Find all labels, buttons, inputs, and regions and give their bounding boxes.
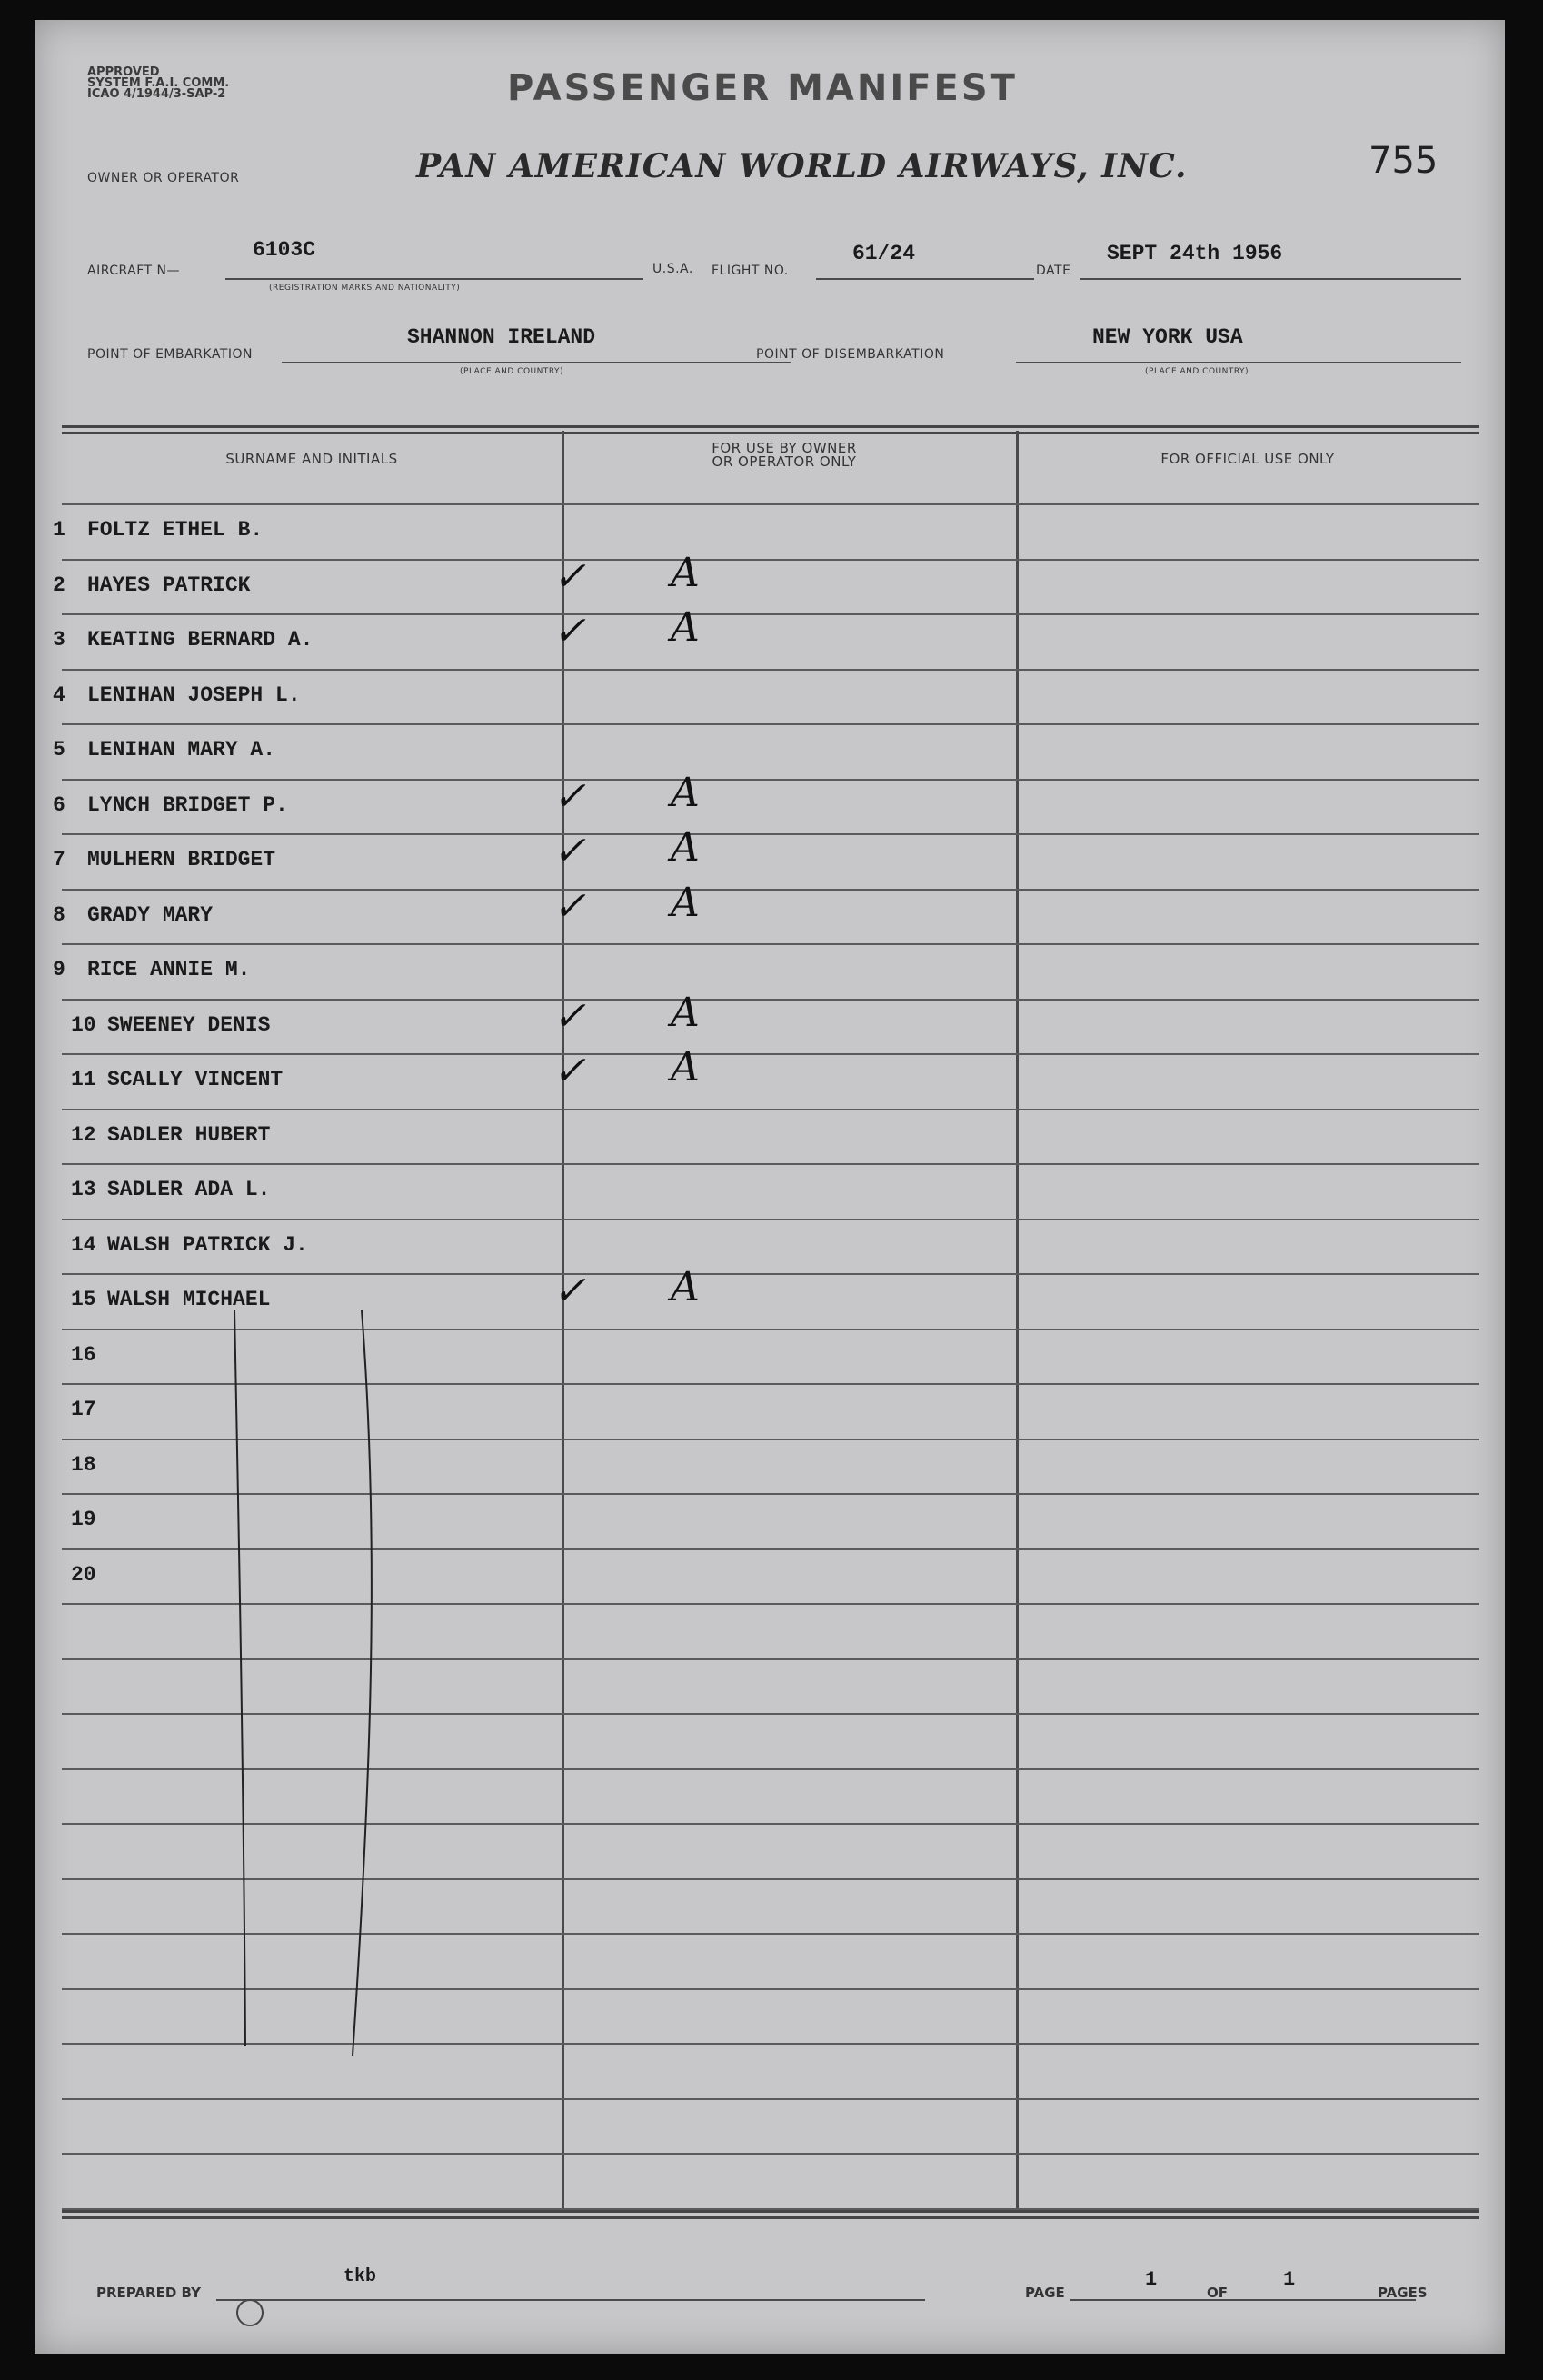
table-row: [35, 1044, 1505, 1104]
row-number: 2: [53, 573, 65, 597]
check-mark: ✓: [552, 553, 586, 600]
handwritten-strokes: [216, 1310, 398, 2065]
row-number: 1: [53, 518, 65, 542]
table-bottom-rule: [62, 2210, 1479, 2219]
table-row: [35, 1233, 1505, 1270]
status-mark: A: [671, 604, 700, 651]
check-mark: ✓: [552, 993, 586, 1040]
embarkation-value: SHANNON IRELAND: [407, 325, 596, 349]
row-number: 18: [71, 1453, 96, 1477]
flight-value: 61/24: [852, 242, 916, 265]
usa-label: U.S.A.: [652, 262, 693, 276]
prepared-by-line: [216, 2299, 925, 2301]
check-mark: ✓: [552, 1048, 586, 1094]
ruled-line: [62, 559, 1479, 561]
table-row: [35, 990, 1505, 1050]
table-row: [35, 604, 1505, 664]
row-number: 20: [71, 1563, 96, 1587]
date-line: [1080, 278, 1461, 280]
passenger-name: SCALLY VINCENT: [107, 1068, 284, 1091]
passenger-name: WALSH MICHAEL: [107, 1288, 271, 1311]
passenger-name: WALSH PATRICK J.: [107, 1233, 308, 1257]
check-mark: ✓: [552, 608, 586, 654]
place-note-left: (PLACE AND COUNTRY): [460, 367, 564, 376]
approval-stamp: APPROVED SYSTEM F.A.I. COMM. ICAO 4/1944/3-SAP-2: [87, 65, 230, 101]
of-label: OF: [1207, 2285, 1228, 2301]
aircraft-value: 6103C: [253, 238, 316, 262]
check-mark: ✓: [552, 883, 586, 930]
embarkation-label: POINT OF EMBARKATION: [87, 347, 254, 362]
table-row: [35, 1123, 1505, 1160]
check-mark: ✓: [552, 828, 586, 874]
date-label: DATE: [1036, 264, 1071, 278]
prepared-by-value: tkb: [343, 2266, 377, 2287]
ruled-line: [62, 723, 1479, 725]
col-official-header: FOR OFFICIAL USE ONLY: [1160, 451, 1335, 467]
table-row: [35, 770, 1505, 830]
passenger-name: LYNCH BRIDGET P.: [87, 793, 288, 817]
table-row: [35, 1178, 1505, 1214]
ruled-line: [62, 833, 1479, 835]
table-row: [35, 518, 1505, 554]
passenger-name: SADLER HUBERT: [107, 1123, 271, 1147]
date-value: SEPT 24th 1956: [1107, 242, 1283, 265]
row-number: 6: [53, 793, 65, 817]
check-mark: ✓: [552, 773, 586, 820]
aircraft-label: AIRCRAFT N—: [87, 264, 181, 278]
ruled-line: [62, 503, 1479, 505]
ruled-line: [62, 943, 1479, 945]
passenger-name: SADLER ADA L.: [107, 1178, 271, 1201]
table-row: [35, 683, 1505, 720]
place-note-right: (PLACE AND COUNTRY): [1145, 367, 1249, 376]
status-mark: A: [671, 880, 700, 926]
pages-label: PAGES: [1378, 2285, 1428, 2301]
ruled-line: [62, 1109, 1479, 1110]
col-surname-header: SURNAME AND INITIALS: [225, 451, 398, 467]
disembarkation-line: [1016, 362, 1461, 363]
page-number: 755: [1369, 140, 1438, 182]
page-value: 1: [1145, 2268, 1158, 2291]
passenger-name: HAYES PATRICK: [87, 573, 251, 597]
row-number: 13: [71, 1178, 96, 1201]
row-number: 10: [71, 1013, 96, 1037]
row-number: 17: [71, 1398, 96, 1421]
passenger-name: LENIHAN JOSEPH L.: [87, 683, 301, 707]
ruled-line: [62, 2098, 1479, 2100]
passenger-name: SWEENEY DENIS: [107, 1013, 271, 1037]
row-number: 19: [71, 1508, 96, 1531]
table-row: [35, 958, 1505, 994]
status-mark: A: [671, 1264, 700, 1310]
flight-label: FLIGHT NO.: [712, 264, 789, 278]
table-row: [35, 880, 1505, 940]
disembarkation-value: NEW YORK USA: [1092, 325, 1243, 349]
row-number: 16: [71, 1343, 96, 1367]
row-number: 7: [53, 848, 65, 871]
flight-line: [816, 278, 1034, 280]
row-number: 4: [53, 683, 65, 707]
ruled-line: [62, 613, 1479, 615]
disembarkation-label: POINT OF DISEMBARKATION: [756, 347, 945, 362]
table-row: [35, 824, 1505, 884]
status-mark: A: [671, 1044, 700, 1090]
registration-note: (REGISTRATION MARKS AND NATIONALITY): [269, 284, 461, 293]
table-top-rule: [62, 425, 1479, 434]
passenger-name: MULHERN BRIDGET: [87, 848, 276, 871]
status-mark: A: [671, 990, 700, 1036]
page-line: [1070, 2299, 1416, 2301]
passenger-name: KEATING BERNARD A.: [87, 628, 314, 652]
table-row: [35, 738, 1505, 774]
row-number: 14: [71, 1233, 96, 1257]
ruled-line: [62, 1163, 1479, 1165]
page-title: PASSENGER MANIFEST: [507, 67, 1018, 109]
check-mark: ✓: [552, 1268, 586, 1314]
ruled-line: [62, 1053, 1479, 1055]
col-owner-header: FOR USE BY OWNER OR OPERATOR ONLY: [712, 440, 857, 470]
status-mark: A: [671, 550, 700, 596]
row-number: 15: [71, 1288, 96, 1311]
row-number: 8: [53, 903, 65, 927]
passenger-name: GRADY MARY: [87, 903, 214, 927]
of-value: 1: [1283, 2268, 1296, 2291]
page-label: PAGE: [1025, 2285, 1065, 2301]
prepared-by-label: PREPARED BY: [96, 2285, 201, 2301]
status-mark: A: [671, 824, 700, 871]
ruled-line: [62, 779, 1479, 781]
aircraft-line: [225, 278, 643, 280]
ruled-line: [62, 1273, 1479, 1275]
manifest-sheet: [35, 20, 1505, 2354]
union-bug-icon: [236, 2299, 264, 2326]
table-row: [35, 550, 1505, 610]
ruled-line: [62, 669, 1479, 671]
owner-label: OWNER OR OPERATOR: [87, 171, 240, 185]
owner-value: PAN AMERICAN WORLD AIRWAYS, INC.: [416, 147, 1188, 185]
ruled-line: [62, 1219, 1479, 1220]
passenger-name: FOLTZ ETHEL B.: [87, 518, 264, 542]
row-number: 5: [53, 738, 65, 762]
ruled-line: [62, 889, 1479, 891]
row-number: 11: [71, 1068, 96, 1091]
ruled-line: [62, 2153, 1479, 2155]
row-number: 12: [71, 1123, 96, 1147]
status-mark: A: [671, 770, 700, 816]
passenger-name: LENIHAN MARY A.: [87, 738, 276, 762]
row-number: 3: [53, 628, 65, 652]
ruled-line: [62, 999, 1479, 1001]
row-number: 9: [53, 958, 65, 981]
passenger-name: RICE ANNIE M.: [87, 958, 251, 981]
embarkation-line: [282, 362, 791, 363]
